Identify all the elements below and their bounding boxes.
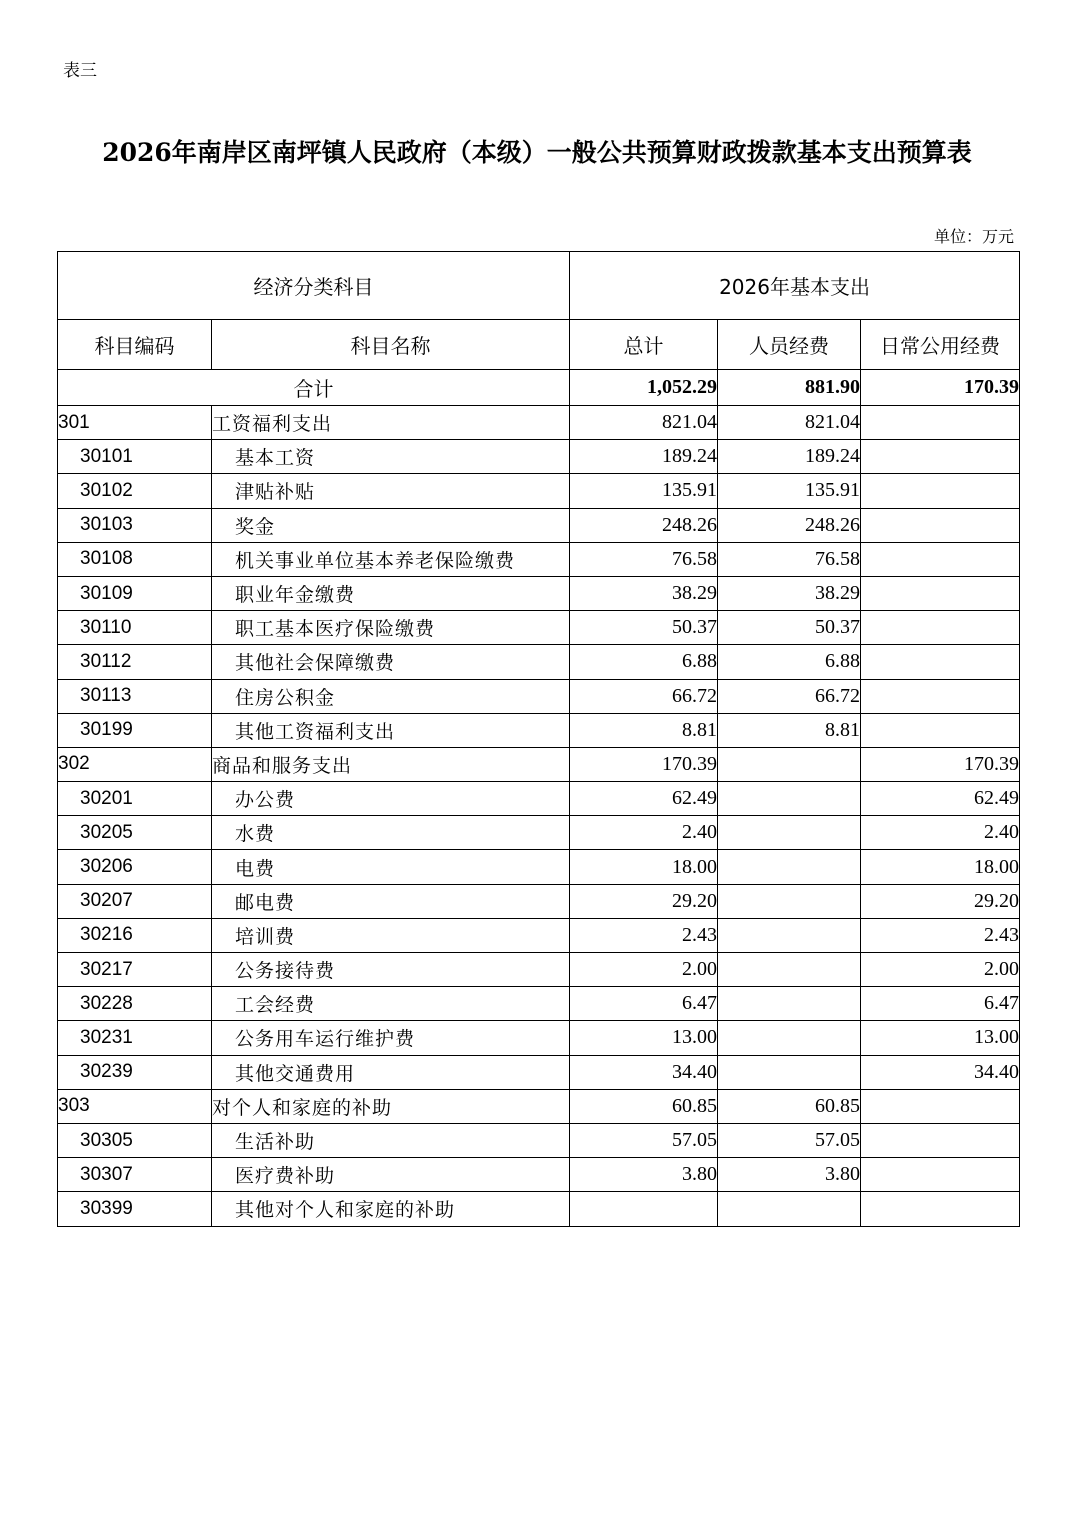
row-name: 培训费 [212,918,570,952]
row-code: 30205 [58,816,212,850]
table-row [58,953,1020,987]
header-basic-expenditure: 2026年基本支出 [570,252,1020,320]
total-amount: 1,052.29 [570,370,718,406]
row-code: 30201 [58,782,212,816]
total-row [58,370,1020,406]
table-row [58,1158,1020,1192]
header-code: 科目编码 [58,320,212,370]
row-public: 170.39 [861,747,1020,781]
row-public [861,1158,1020,1192]
table-row [58,440,1020,474]
row-total: 34.40 [570,1055,718,1089]
row-personnel: 135.91 [718,474,861,508]
row-code: 30207 [58,884,212,918]
row-total: 38.29 [570,576,718,610]
table-row [58,576,1020,610]
row-total: 29.20 [570,884,718,918]
table-row [58,406,1020,440]
row-total: 189.24 [570,440,718,474]
row-personnel [718,816,861,850]
row-total: 3.80 [570,1158,718,1192]
total-personnel: 881.90 [718,370,861,406]
row-name: 工会经费 [212,987,570,1021]
row-total [570,1192,718,1226]
row-code: 30101 [58,440,212,474]
table-row [58,918,1020,952]
table-row [58,782,1020,816]
row-public [861,611,1020,645]
row-personnel [718,1021,861,1055]
row-total: 76.58 [570,542,718,576]
row-public [861,713,1020,747]
table-row [58,1192,1020,1226]
page-title: 2026年南岸区南坪镇人民政府（本级）一般公共预算财政拨款基本支出预算表 [102,138,972,167]
row-personnel: 8.81 [718,713,861,747]
table-row [58,1055,1020,1089]
row-total: 60.85 [570,1089,718,1123]
table-row [58,542,1020,576]
row-code: 30216 [58,918,212,952]
row-name: 办公费 [212,782,570,816]
row-name: 其他对个人和家庭的补助 [212,1192,570,1226]
row-total: 18.00 [570,850,718,884]
row-code: 30206 [58,850,212,884]
row-name: 住房公积金 [212,679,570,713]
budget-table [57,251,1020,1227]
row-public [861,474,1020,508]
row-name: 公务用车运行维护费 [212,1021,570,1055]
row-personnel [718,987,861,1021]
row-personnel [718,1055,861,1089]
header-total: 总计 [570,320,718,370]
row-code: 30307 [58,1158,212,1192]
row-public [861,1123,1020,1157]
row-public [861,679,1020,713]
row-code: 30113 [58,679,212,713]
row-personnel [718,918,861,952]
row-total: 66.72 [570,679,718,713]
row-total: 57.05 [570,1123,718,1157]
total-label: 合计 [58,370,570,406]
row-public: 2.43 [861,918,1020,952]
header-name: 科目名称 [212,320,570,370]
row-public [861,1192,1020,1226]
row-total: 50.37 [570,611,718,645]
row-name: 对个人和家庭的补助 [212,1089,570,1123]
row-public: 13.00 [861,1021,1020,1055]
page-label: 表三 [63,61,97,81]
row-name: 商品和服务支出 [212,747,570,781]
row-code: 301 [58,406,212,440]
row-code: 303 [58,1089,212,1123]
row-public [861,542,1020,576]
row-public: 34.40 [861,1055,1020,1089]
row-total: 13.00 [570,1021,718,1055]
row-total: 6.47 [570,987,718,1021]
row-personnel: 50.37 [718,611,861,645]
row-name: 其他交通费用 [212,1055,570,1089]
row-code: 30231 [58,1021,212,1055]
header-personnel: 人员经费 [718,320,861,370]
row-personnel [718,953,861,987]
row-personnel: 6.88 [718,645,861,679]
row-total: 135.91 [570,474,718,508]
total-public: 170.39 [861,370,1020,406]
row-personnel: 66.72 [718,679,861,713]
row-code: 30103 [58,508,212,542]
row-personnel [718,782,861,816]
row-personnel: 57.05 [718,1123,861,1157]
table-row [58,1021,1020,1055]
row-personnel [718,747,861,781]
row-name: 医疗费补助 [212,1158,570,1192]
table-row [58,884,1020,918]
row-name: 生活补助 [212,1123,570,1157]
row-code: 30305 [58,1123,212,1157]
row-name: 津贴补贴 [212,474,570,508]
row-name: 基本工资 [212,440,570,474]
row-public [861,1089,1020,1123]
table-row [58,1089,1020,1123]
header-public: 日常公用经费 [861,320,1020,370]
row-public: 62.49 [861,782,1020,816]
row-personnel [718,850,861,884]
row-code: 30217 [58,953,212,987]
row-personnel: 60.85 [718,1089,861,1123]
table-row [58,474,1020,508]
row-name: 机关事业单位基本养老保险缴费 [212,542,570,576]
row-public: 6.47 [861,987,1020,1021]
row-code: 30110 [58,611,212,645]
table-row [58,713,1020,747]
row-public [861,440,1020,474]
row-public [861,508,1020,542]
row-personnel: 821.04 [718,406,861,440]
row-personnel: 189.24 [718,440,861,474]
row-public [861,645,1020,679]
row-total: 2.00 [570,953,718,987]
row-code: 302 [58,747,212,781]
row-code: 30199 [58,713,212,747]
row-name: 职工基本医疗保险缴费 [212,611,570,645]
row-name: 其他工资福利支出 [212,713,570,747]
row-public: 2.40 [861,816,1020,850]
row-public [861,576,1020,610]
row-code: 30102 [58,474,212,508]
row-public: 18.00 [861,850,1020,884]
row-total: 62.49 [570,782,718,816]
row-code: 30239 [58,1055,212,1089]
row-total: 2.43 [570,918,718,952]
table-row [58,611,1020,645]
row-personnel: 248.26 [718,508,861,542]
row-name: 奖金 [212,508,570,542]
row-name: 其他社会保障缴费 [212,645,570,679]
row-name: 职业年金缴费 [212,576,570,610]
row-code: 30112 [58,645,212,679]
row-public: 29.20 [861,884,1020,918]
row-public [861,406,1020,440]
row-personnel: 38.29 [718,576,861,610]
row-personnel: 3.80 [718,1158,861,1192]
row-personnel [718,884,861,918]
row-personnel: 76.58 [718,542,861,576]
row-name: 邮电费 [212,884,570,918]
row-code: 30228 [58,987,212,1021]
header-economic-classification: 经济分类科目 [58,252,570,320]
table-row [58,850,1020,884]
row-total: 248.26 [570,508,718,542]
row-name: 电费 [212,850,570,884]
table-row [58,816,1020,850]
table-row [58,645,1020,679]
unit-label: 单位：万元 [933,227,1014,246]
table-row [58,987,1020,1021]
row-total: 821.04 [570,406,718,440]
row-personnel [718,1192,861,1226]
row-total: 6.88 [570,645,718,679]
table-row [58,1123,1020,1157]
row-name: 工资福利支出 [212,406,570,440]
row-total: 2.40 [570,816,718,850]
row-total: 8.81 [570,713,718,747]
table-row [58,747,1020,781]
row-name: 公务接待费 [212,953,570,987]
row-code: 30399 [58,1192,212,1226]
table-row [58,508,1020,542]
row-code: 30109 [58,576,212,610]
table-row [58,679,1020,713]
row-code: 30108 [58,542,212,576]
row-name: 水费 [212,816,570,850]
row-public: 2.00 [861,953,1020,987]
row-total: 170.39 [570,747,718,781]
